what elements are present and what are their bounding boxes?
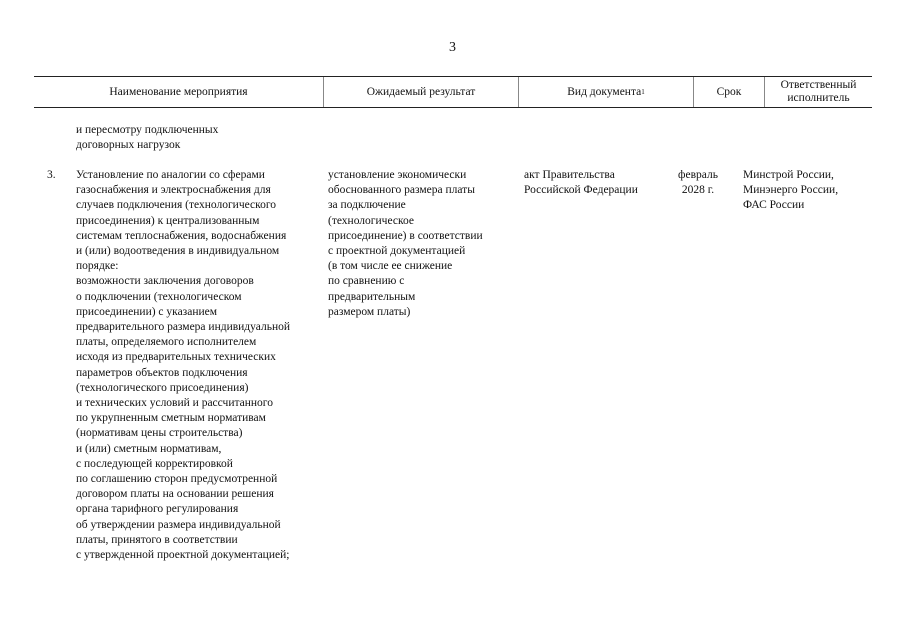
page-number: 3 — [449, 40, 456, 55]
header-doc-label: Вид документа — [567, 85, 642, 98]
row-result: установление экономически обоснованного размера платы за подключение (технологическое присоединение) в соответствии с проектной документацией (в том числе ее снижение по сравнению с предварительным размером платы) — [328, 169, 483, 318]
header-result: Ожидаемый результат — [366, 85, 476, 98]
row-doc: акт Правительства Российской Федерации — [524, 169, 638, 197]
row-term: февраль 2028 г. — [678, 169, 718, 197]
table-header — [34, 76, 872, 108]
header-doc: Вид документа 1 — [567, 85, 645, 98]
row-number: 3. — [47, 169, 56, 181]
row-name: Установление по аналогии со сферами газоснабжения и электроснабжения для случаев подключения (технологического присоединения) к централизованным системам теплоснабжения, водоснабжения и (или) водоотведения в индивидуальном порядке: возможности заключения договоров о подключении (технологическом присоединении) с указанием предварительного размера индивидуальной платы, определяемого исполнителем исходя из предварительных технических параметров объектов подключения (технологического присоединения) и технических условий и рассчитанного по укрупненным сметным нормативам (нормативам цены строительства) и (или) сметным нормативам, с последующей корректировкой по соглашению сторон предусмотренной договором платы на основании решения органа тарифного регулирования об утверждении размера индивидуальной платы, принятого в соответствии с утвержденной проектной документацией; — [76, 169, 291, 562]
row-responsible: Минстрой России, Минэнерго России, ФАС России — [743, 169, 839, 212]
header-name: Наименование мероприятия — [109, 85, 248, 98]
header-term: Срок — [716, 85, 742, 98]
header-responsible: Ответственный исполнитель — [780, 79, 857, 104]
continuation-text: и пересмотру подключенных договорных нагрузок — [76, 124, 219, 152]
